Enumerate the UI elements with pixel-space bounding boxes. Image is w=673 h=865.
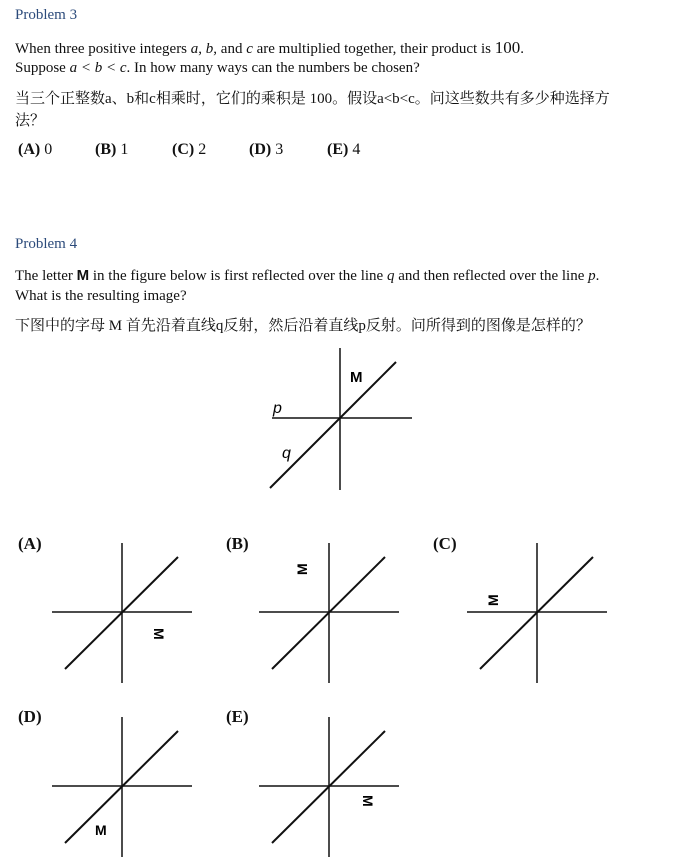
- option-e-label: (E): [226, 707, 249, 726]
- option-d-letter: M: [95, 822, 107, 838]
- option-a-letter: M: [151, 628, 167, 640]
- choice-c: (C) 2: [172, 141, 207, 158]
- option-c-letter: M: [485, 594, 501, 606]
- problem-3-english-line-2: Suppose a < b < c. In how many ways can the numbers be chosen?: [15, 60, 420, 76]
- option-d-figure[interactable]: [50, 715, 195, 860]
- option-a-figure[interactable]: [50, 541, 195, 686]
- choice-a: (A) 0: [18, 141, 53, 158]
- problem-4-english-line-2: What is the resulting image?: [15, 288, 187, 304]
- problem-3-heading: Problem 3: [15, 7, 78, 23]
- choice-b: (B) 1: [95, 141, 129, 158]
- choice-e: (E) 4: [327, 141, 361, 158]
- option-b-letter: M: [294, 563, 310, 575]
- option-d-label: (D): [18, 707, 42, 726]
- problem-4-heading: Problem 4: [15, 236, 78, 252]
- reflection-figure: [260, 340, 420, 495]
- problem-3-chinese-line-1: 当三个正整数a、b和c相乘时，它们的乘积是 100。假设a<b<c。问这些数共有多少种选择方: [15, 91, 610, 107]
- option-b-label: (B): [226, 534, 249, 553]
- label-p: p: [273, 400, 282, 417]
- figure-letter-m: M: [350, 369, 363, 386]
- problem-4-english-line-1: The letter M in the figure below is first reflected over the line q and then reflected over the line p.: [15, 267, 600, 284]
- option-e-letter: M: [360, 795, 376, 807]
- diagonal-line-q: [270, 362, 396, 488]
- option-e-figure[interactable]: [257, 715, 402, 860]
- problem-3-chinese-line-2: 法？: [15, 113, 46, 129]
- option-a-label: (A): [18, 534, 42, 553]
- option-c-figure[interactable]: [465, 541, 610, 686]
- choice-d: (D) 3: [249, 141, 284, 158]
- problem-4-chinese-line: 下图中的字母 M 首先沿着直线q反射，然后沿着直线p反射。问所得到的图像是怎样的？: [15, 318, 591, 334]
- label-q: q: [282, 445, 291, 462]
- option-c-label: (C): [433, 534, 457, 553]
- problem-3-english-line-1: When three positive integers a, b, and c are multiplied together, their product is 100.: [15, 38, 524, 57]
- option-b-figure[interactable]: [257, 541, 402, 686]
